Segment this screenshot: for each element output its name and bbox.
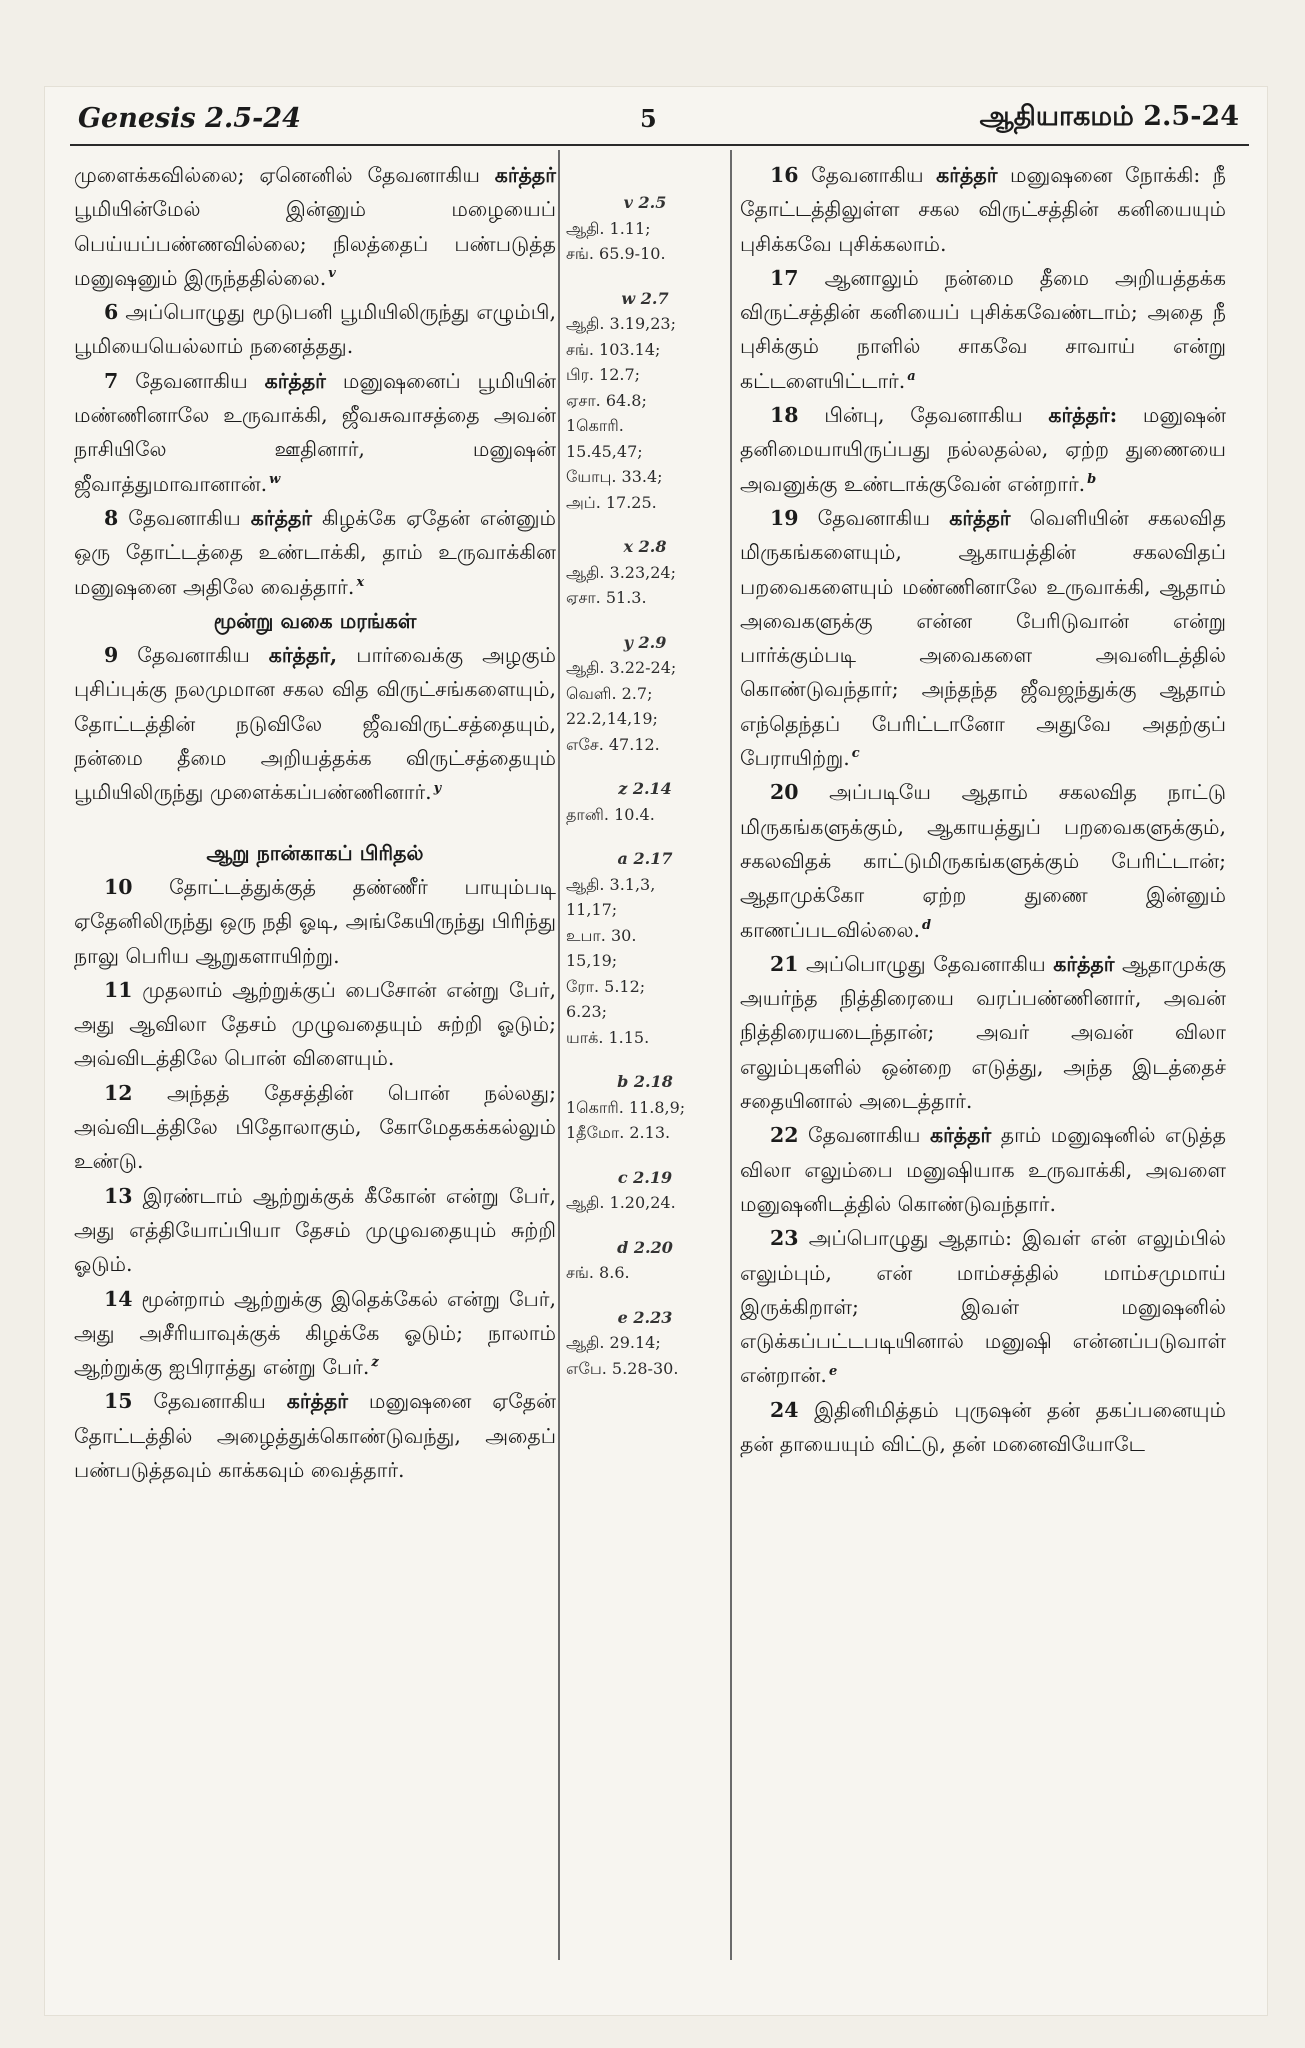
reference-line: பிர. 12.7; (566, 365, 641, 384)
footnote-marker: e (828, 1363, 838, 1379)
running-header-right: ஆதியாகமம் 2.5-24 (979, 100, 1239, 132)
footnote-marker: a (907, 368, 916, 384)
verse-16: 16 தேவனாகிய கர்த்தர் மனுஷனை நோக்கி: நீ தோட்டத்திலுள்ள சகல விருட்சத்தின் கனியையும் புசிக்கவே புசிக்கலாம். (740, 163, 1226, 256)
verse-18: 18 பின்பு, தேவனாகிய கர்த்தர்: மனுஷன் தனிமையாயிருப்பது நல்லதல்ல, ஏற்ற துணையை அவனுக்கு உண்டாக்குவேன் என்றார். $^b$ (740, 403, 1226, 496)
section-heading: ஆறு நான்காகப் பிரிதல் (206, 840, 424, 865)
verse-20: 20 அப்படியே ஆதாம் சகலவித நாட்டு மிருகங்களுக்கும், ஆகாயத்துப் பறவைகளுக்கும், சகலவிதக் காட்டுமிருகங்களுக்கும் பேரிட்டான்; ஆதாமுக்கோ ஏற்ற துணை இன்னும் காணப்படவில்லை. $^d$ (740, 780, 1226, 942)
reference-key: a 2.17 (617, 849, 673, 868)
reference-line: ஏசா. 64.8; (566, 390, 647, 410)
verse-17: 17 ஆனாலும் நன்மை தீமை அறியத்தக்க விருட்சத்தின் கனியைப் புசிக்கவேண்டாம்; அதை நீ புசிக்கும் நாளில் சாகவே சாவாய் என்று கட்டளையிட்டார். $^a$ (740, 265, 1226, 393)
verse-10: 10 தோட்டத்துக்குத் தண்ணீர் பாயும்படி ஏதேனிலிருந்து ஒரு நதி ஓடி, அங்கேயிருந்து பிரிந்து நாலு பெரிய ஆறுகளாயிற்று. (74, 874, 556, 968)
reference-line: 1கொரி. (566, 416, 624, 435)
reference-key: d 2.20 (617, 1237, 673, 1257)
reference-key: e 2.23 (617, 1307, 673, 1327)
reference-line: எசே. 47.12. (566, 734, 660, 754)
footnote-marker: b (1087, 471, 1097, 487)
verse-13: 13 இரண்டாம் ஆற்றுக்குக் கீகோன் என்று பேர், அது எத்தியோப்பியா தேசம் முழுவதையும் சுற்றி ஓடும். (74, 1183, 556, 1277)
verse-15: 15 தேவனாகிய கர்த்தர் மனுஷனை ஏதேன் தோட்டத்தில் அழைத்துக்கொண்டுவந்து, அதைப் பண்படுத்தவும் காக்கவும் வைத்தார். (74, 1389, 556, 1482)
reference-line: 11,17; (566, 900, 618, 919)
text-column-right (740, 158, 1226, 1461)
reference-line: 6.23; (566, 1002, 608, 1021)
header-rule (70, 144, 1249, 146)
reference-line: 1தீமோ. 2.13. (566, 1123, 671, 1142)
reference-line: தானி. 10.4. (566, 804, 655, 824)
verse-22: 22 தேவனாகிய கர்த்தர் தாம் மனுஷனில் எடுத்த விலா எலும்பை மனுஷியாக உருவாக்கி, அவளை மனுஷனிடத்தில் கொண்டுவந்தார். (740, 1123, 1226, 1216)
reference-group (566, 1069, 724, 1146)
reference-key: w 2.7 (621, 288, 669, 308)
reference-line: சங். 65.9-10. (566, 244, 666, 263)
verse-19: 19 தேவனாகிய கர்த்தர் வெளியின் சகலவித மிருகங்களையும், ஆகாயத்தின் சகலவிதப் பறவைகளையும் மண்ணினாலே உருவாக்கி, ஆதாம் அவைகளுக்கு என்ன பேரிடுவான் என்று பார்க்கும்படி அவைகளை அவனிடத்தில் கொண்டுவந்தார்; அந்தந்த ஜீவஜந்துக்கு ஆதாம் எந்தெந்தப் பேரிட்டானோ அதுவே அதற்குப் பேராயிற்று. $^c$ (740, 505, 1226, 771)
reference-line: 15,19; (566, 951, 618, 970)
reference-line: வெளி. 2.7; (566, 683, 653, 703)
reference-key: x 2.8 (623, 537, 667, 556)
reference-group (566, 286, 724, 516)
footnote-marker: c (851, 746, 860, 762)
reference-group (566, 630, 724, 758)
reference-line: ஏசா. 51.3. (566, 588, 647, 607)
page-number: 5 (640, 103, 657, 133)
verse-9: 9 தேவனாகிய கர்த்தர், பார்வைக்கு அழகும் புசிப்புக்கு நலமுமான சகல வித விருட்சங்களையும், தோட்டத்தின் நடுவிலே ஜீவவிருட்சத்தையும், நன்மை தீமை அறியத்தக்க விருட்சத்தையும் பூமியிலிருந்து முளைக்கப்பண்ணினார். $^y$ (74, 643, 556, 805)
reference-line: யாக். 1.15. (566, 1027, 650, 1047)
reference-line: ஆதி. 3.23,24; (566, 562, 676, 582)
column-divider-left (558, 150, 560, 1960)
cross-reference-column (566, 190, 724, 1400)
reference-line: 15.45,47; (566, 441, 643, 461)
reference-line: ஆதி. 3.19,23; (566, 314, 676, 333)
verse-14: 14 மூன்றாம் ஆற்றுக்கு இதெக்கேல் என்று பேர், அது அசீரியாவுக்குக் கிழக்கே ஓடும்; நாலாம் ஆற்றுக்கு ஐபிராத்து என்று பேர். $^z$ (74, 1286, 556, 1380)
text-column-left (74, 158, 556, 1487)
reference-line: ஆதி. 1.20,24. (566, 1193, 676, 1212)
reference-line: சங். 8.6. (566, 1263, 630, 1282)
footnote-marker: v (328, 266, 336, 282)
running-header-left: Genesis 2.5-24 (78, 102, 301, 134)
reference-line: ரோ. 5.12; (566, 976, 646, 996)
verse-6: 6 அப்பொழுது மூடுபனி பூமியிலிருந்து எழும்பி, பூமியையெல்லாம் நனைத்தது. (74, 300, 556, 359)
reference-line: 22.2,14,19; (566, 709, 658, 728)
verse-8: 8 தேவனாகிய கர்த்தர் கிழக்கே ஏதேன் என்னும் ஒரு தோட்டத்தை உண்டாக்கி, தாம் உருவாக்கின மனுஷனை அதிலே வைத்தார். $^x$ (74, 505, 556, 599)
reference-group (566, 1305, 724, 1382)
reference-line: சங். 103.14; (566, 339, 661, 359)
footnote-marker: x (356, 574, 365, 590)
reference-group (566, 776, 724, 827)
footnote-marker: y (433, 780, 442, 796)
section-heading: மூன்று வகை மரங்கள் (213, 608, 417, 633)
reference-key: y 2.9 (623, 632, 667, 652)
reference-key: b 2.18 (617, 1072, 673, 1091)
reference-group (566, 846, 724, 1050)
reference-line: அப். 17.25. (566, 492, 657, 512)
footnote-marker: w (269, 471, 281, 487)
reference-line: எபே. 5.28-30. (566, 1358, 679, 1378)
footnote-marker: z (371, 1355, 379, 1371)
reference-line: உபா. 30. (566, 925, 637, 945)
verse-7: 7 தேவனாகிய கர்த்தர் மனுஷனைப் பூமியின் மண்ணினாலே உருவாக்கி, ஜீவசுவாசத்தை அவன் நாசியிலே ஊதினார், மனுஷன் ஜீவாத்துமாவானான். $^w$ (74, 368, 556, 496)
verse-5-cont: முளைக்கவில்லை; ஏனெனில் தேவனாகிய கர்த்தர் பூமியின்மேல் இன்னும் மழையைப் பெய்யப்பண்ணவில்லை; நிலத்தைப் பண்படுத்த மனுஷனும் இருந்ததில்லை. $^v$ (74, 163, 556, 290)
reference-group (566, 534, 724, 611)
reference-line: ஆதி. 1.11; (566, 218, 651, 238)
verse-12: 12 அந்தத் தேசத்தின் பொன் நல்லது; அவ்விடத்திலே பிதோலாகும், கோமேதகக்கல்லும் உண்டு. (74, 1080, 556, 1174)
reference-group (566, 1165, 724, 1216)
reference-key: z 2.14 (618, 779, 672, 798)
reference-group (566, 190, 724, 267)
verse-24: 24 இதினிமித்தம் புருஷன் தன் தகப்பனையும் தன் தாயையும் விட்டு, தன் மனைவியோடே (740, 1397, 1226, 1456)
reference-key: c 2.19 (617, 1167, 673, 1187)
verse-23: 23 அப்பொழுது ஆதாம்: இவள் என் எலும்பில் எலும்பும், என் மாம்சத்தில் மாம்சமுமாய் இருக்கிறாள்; இவள் மனுஷனில் எடுக்கப்பட்டபடியினால் மனுஷி என்னப்படுவாள் என்றான். $^e$ (740, 1226, 1226, 1388)
reference-line: ஆதி. 3.22-24; (566, 658, 677, 677)
verse-11: 11 முதலாம் ஆற்றுக்குப் பைசோன் என்று பேர், அது ஆவிலா தேசம் முழுவதையும் சுற்றி ஓடும்; அவ்விடத்திலே பொன் விளையும். (74, 977, 556, 1071)
reference-group (566, 1235, 724, 1286)
reference-line: ஆதி. 3.1,3, (566, 874, 656, 894)
reference-line: யோபு. 33.4; (566, 467, 663, 486)
reference-line: 1கொரி. 11.8,9; (566, 1097, 686, 1117)
reference-line: ஆதி. 29.14; (566, 1333, 661, 1352)
reference-key: v 2.5 (623, 193, 667, 212)
verse-21: 21 அப்பொழுது தேவனாகிய கர்த்தர் ஆதாமுக்கு அயர்ந்த நித்திரையை வரப்பண்ணினார், அவன் நித்திரையடைந்தான்; அவர் அவன் விலா எலும்புகளில் ஒன்றை எடுத்து, அந்த இடத்தைச் சதையினால் அடைத்தார். (740, 951, 1226, 1114)
column-divider-right (730, 150, 732, 1960)
footnote-marker: d (922, 917, 932, 933)
